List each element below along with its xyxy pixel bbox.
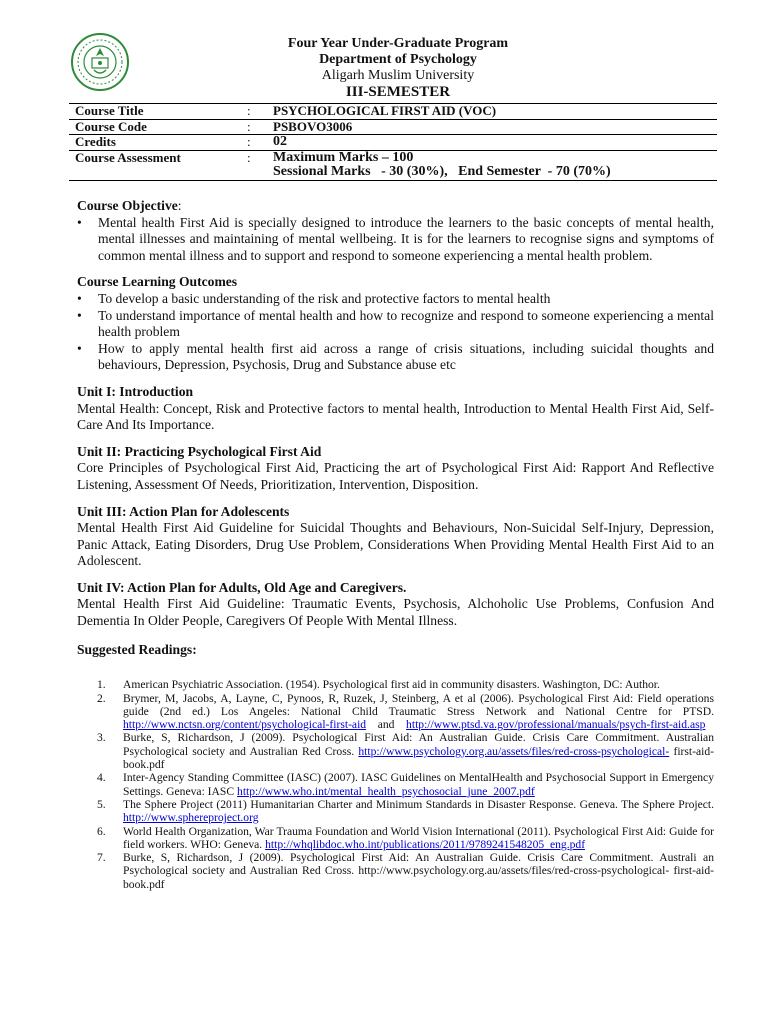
objective-text: • Mental health First Aid is specially designed to introduce the learners to the basic concepts of mental health, mental illnesses and maintaining of mental wellbeing. It is for the learners to recognise signs and symptoms of common mental illness and to support and respond to someone experiencing a mental health problem. — [77, 215, 714, 265]
row-course-assessment — [69, 150, 717, 180]
credits-label: Credits — [69, 135, 247, 151]
reading-link[interactable]: http://www.nctsn.org/content/psychological-first-aid — [123, 718, 367, 732]
university-logo — [70, 32, 130, 92]
course-title-label: Course Title — [69, 104, 247, 120]
outcome-item: • To develop a basic understanding of the risk and protective factors to mental health — [77, 291, 714, 308]
reading-number: 3. — [97, 731, 106, 745]
reading-link[interactable]: http://www.who.int/mental_health_psychosocial_june_2007.pdf — [237, 784, 535, 798]
objective-colon: : — [177, 198, 182, 213]
reading-item — [77, 851, 714, 891]
separator: : — [247, 119, 273, 135]
reading-item — [77, 798, 714, 825]
unit-1-title: Unit I: Introduction — [77, 383, 194, 399]
row-course-code — [69, 119, 717, 135]
reading-text: Burke, S, Richardson, J (2009). Psychological First Aid: An Australian Guide. Crisis Care Commitment. Australian Psychological society and Australian Red Cross. — [123, 731, 714, 758]
unit-4-title: Unit IV: Action Plan for Adults, Old Age and Caregivers. — [77, 579, 407, 595]
outcomes-heading: Course Learning Outcomes — [77, 274, 238, 290]
reading-text: Burke, S, Richardson, J (2009). Psychological First Aid: An Australian Guide. Crisis Care Commitment. Australi an Psychological society and Australian Red Cross. http://www.psychology.org.au/assets/files/red-cross-psychological- first-aid-book.pdf — [123, 851, 714, 891]
reading-text: The Sphere Project (2011) Humanitarian Charter and Minimum Standards in Disaster Response. Geneva. The Sphere Project. — [123, 797, 714, 811]
course-title-value: PSYCHOLOGICAL FIRST AID (VOC) — [273, 104, 717, 120]
unit-1-text: Mental Health: Concept, Risk and Protective factors to mental health, Introduction to Mental Health First Aid, Self-Care And Its Importance. — [77, 400, 714, 433]
row-credits — [69, 135, 717, 151]
reading-number: 5. — [97, 797, 106, 811]
marks-breakdown: Sessional Marks - 30 (30%), End Semester - 70 (70%) — [273, 164, 611, 179]
reading-text: Inter-Agency Standing Committee (IASC) (2007). IASC Guidelines on MentalHealth and Psychosocial Support in Emergency Settings. Geneva: IASC — [123, 771, 714, 798]
program-title: Four Year Under-Graduate Program — [287, 36, 509, 51]
objective-section — [77, 198, 714, 215]
readings-heading: Suggested Readings: — [77, 641, 197, 657]
course-code-label: Course Code — [69, 119, 247, 135]
semester-title: III-SEMESTER — [345, 84, 451, 100]
reading-item — [77, 678, 714, 691]
outcome-item: • To understand importance of mental health and how to recognize and respond to someone experiencing a mental health problem — [77, 308, 714, 341]
course-code-value: PSBOVO3006 — [273, 119, 717, 135]
reading-number: 4. — [97, 771, 106, 785]
separator: : — [247, 135, 273, 151]
readings-list — [77, 678, 714, 891]
reading-text: World Health Organization, War Trauma Foundation and World Vision International (2011). Psychological First Aid: Guide for field workers. WHO: Geneva. — [123, 824, 714, 851]
reading-link[interactable]: http://www.psychology.org.au/assets/files/red-cross-psychological- — [358, 744, 670, 758]
separator: : — [247, 150, 273, 180]
maximum-marks: Maximum Marks – 100 — [273, 149, 414, 165]
reading-text: American Psychiatric Association. (1954). Psychological first aid in community disasters. Washington, DC: Author. — [123, 678, 660, 692]
reading-item — [77, 731, 714, 771]
reading-link[interactable]: http://whqlibdoc.who.int/publications/2011/9789241548205_eng.pdf — [265, 837, 586, 851]
reading-item — [77, 692, 714, 732]
row-course-title — [69, 104, 717, 120]
reading-number: 6. — [97, 824, 106, 838]
separator: : — [247, 104, 273, 120]
reading-text: Brymer, M, Jacobs, A, Layne, C, Pynoos, R, Ruzek, J, Steinberg, A et al (2006). Psychological First Aid: Field operations guide (2nd ed.) Los Angeles: National Child Traumatic Stress Network and National Centre for PTSD. — [123, 691, 714, 718]
course-assessment-label: Course Assessment — [69, 150, 247, 180]
outcome-item: • How to apply mental health first aid across a range of crisis situations, including suicidal thoughts and behaviours, Depression, Psychosis, Drug and Substance abuse etc — [77, 341, 714, 374]
credits-value: 02 — [273, 135, 717, 151]
reading-link[interactable]: http://www.ptsd.va.gov/professional/manuals/psych-first-aid.asp — [406, 718, 706, 732]
reading-item — [77, 771, 714, 798]
outcomes-list — [77, 291, 714, 374]
unit-4-text: Mental Health First Aid Guideline: Traumatic Events, Psychosis, Alchoholic Use Problems, Confusion And Dementia In Older People, Caregivers Of People With Mental Illness. — [77, 596, 714, 629]
reading-number: 2. — [97, 691, 106, 705]
reading-number: 7. — [97, 851, 106, 865]
document-header — [150, 36, 646, 101]
reading-conjunction: and — [377, 718, 395, 732]
main-content — [77, 198, 714, 891]
course-assessment-value — [273, 150, 717, 180]
reading-item — [77, 825, 714, 852]
university-name: Aligarh Muslim University — [321, 68, 475, 83]
reading-link-tail: first-aid-book.pdf — [123, 744, 715, 772]
unit-2-title: Unit II: Practicing Psychological First Aid — [77, 443, 322, 459]
objective-heading: Course Objective — [77, 198, 178, 213]
unit-2-text: Core Principles of Psychological First Aid, Practicing the art of Psychological First Aid: Rapport And Reflective Listening, Assessment Of Needs, Prioritization, Intervention, Disposition. — [77, 460, 714, 492]
objective-list — [77, 215, 714, 265]
course-info-table — [69, 103, 717, 181]
unit-3-title: Unit III: Action Plan for Adolescents — [77, 503, 290, 519]
department-name: Department of Psychology — [319, 52, 477, 67]
reading-number: 1. — [97, 678, 106, 692]
reading-link[interactable]: http://www.sphereproject.org — [123, 811, 259, 825]
unit-3-text: Mental Health First Aid Guideline for Suicidal Thoughts and Behaviours, Non-Suicidal Self-Injury, Depression, Panic Attack, Eating Disorders, Drug Use Problem, Considerations When Providing Mental Health First Aid to an Adolescent. — [77, 520, 714, 569]
